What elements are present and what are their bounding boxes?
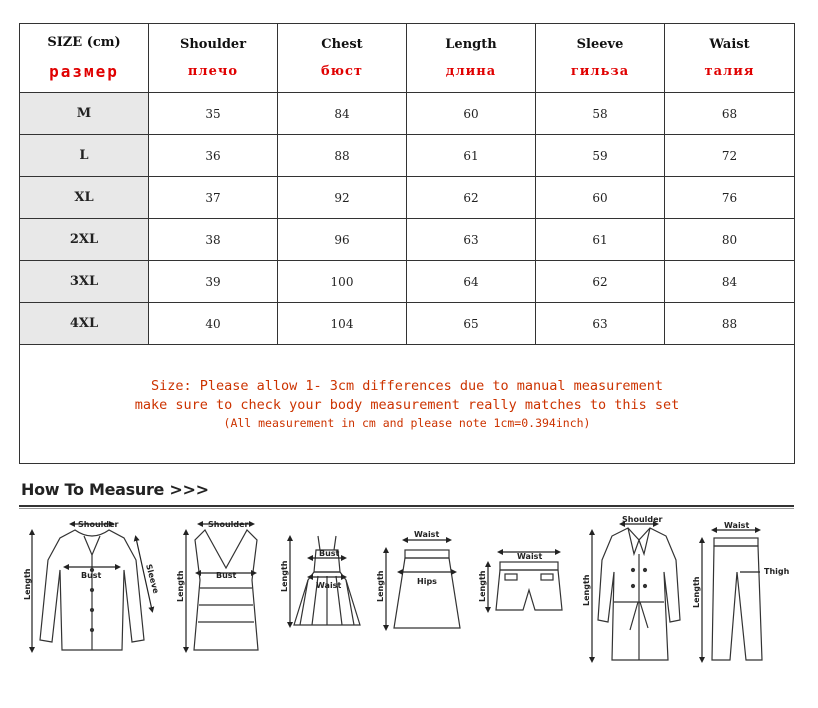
cell-waist: 88 [665,303,795,345]
label-waist: Waist [517,552,543,561]
header-shoulder-ru: плечо [187,64,239,79]
size-label: XL [20,177,149,219]
cell-shoulder: 39 [149,261,278,303]
note-line-1: Size: Please allow 1- 3cm differences due to manual measurement [150,378,664,394]
header-sleeve-ru: гильза [570,64,630,79]
cell-length: 60 [407,93,536,135]
size-label: M [20,93,149,135]
header-waist-ru: талия [704,64,755,79]
cell-waist: 76 [665,177,795,219]
blouse-icon [32,524,152,650]
cell-waist: 80 [665,219,795,261]
header-sleeve [536,24,665,93]
cell-chest: 84 [278,93,407,135]
table-row [20,219,795,261]
cell-length: 61 [407,135,536,177]
label-waist: Waist [414,530,440,539]
header-size [20,24,149,93]
cell-sleeve: 59 [536,135,665,177]
table-row [20,303,795,345]
label-shoulder: Shoulder [622,515,663,524]
cell-sleeve: 60 [536,177,665,219]
cell-waist: 68 [665,93,795,135]
header-length-en: Length [445,37,497,52]
note-line-2: make sure to check your body measurement really matches to this set [134,397,680,413]
cell-sleeve: 63 [536,303,665,345]
label-bust: Bust [319,549,340,558]
label-length: Length [692,576,701,608]
header-waist [665,24,795,93]
measurement-note [20,345,795,464]
cell-waist: 72 [665,135,795,177]
measurement-figures [0,510,818,700]
cell-chest: 104 [278,303,407,345]
how-to-measure-title: How To Measure >>> [21,480,209,499]
vest-top-icon [186,524,258,650]
cell-sleeve: 62 [536,261,665,303]
cell-chest: 100 [278,261,407,303]
label-waist: Waist [316,581,342,590]
cell-length: 65 [407,303,536,345]
label-waist: Waist [724,521,750,530]
header-size-ru: размер [49,62,119,81]
label-length: Length [280,560,289,592]
label-length: Length [376,570,385,602]
table-header-row [20,24,795,93]
label-bust: Bust [81,571,102,580]
size-label: 4XL [20,303,149,345]
header-shoulder-en: Shoulder [179,37,247,52]
cell-sleeve: 61 [536,219,665,261]
table-row [20,93,795,135]
cell-shoulder: 40 [149,303,278,345]
trousers-icon [702,530,762,660]
cell-shoulder: 36 [149,135,278,177]
header-sleeve-en: Sleeve [576,37,624,52]
label-length: Length [582,574,591,606]
size-label: 2XL [20,219,149,261]
label-shoulder: Shoulder [78,520,119,529]
table-row [20,177,795,219]
cell-shoulder: 38 [149,219,278,261]
label-bust: Bust [216,571,237,580]
cell-sleeve: 58 [536,93,665,135]
cell-chest: 88 [278,135,407,177]
cell-chest: 92 [278,177,407,219]
label-sleeve: Sleeve [144,563,161,595]
header-length-ru: длина [445,64,497,79]
cell-waist: 84 [665,261,795,303]
size-chart-table [19,23,795,464]
cell-length: 64 [407,261,536,303]
header-chest-en: Chest [321,37,363,52]
header-chest [278,24,407,93]
size-label: 3XL [20,261,149,303]
header-shoulder [149,24,278,93]
cell-chest: 96 [278,219,407,261]
note-row [20,345,795,464]
table-row [20,261,795,303]
label-shoulder: Shoulder [208,520,249,529]
label-length: Length [478,570,487,602]
label-length: Length [176,570,185,602]
header-length [407,24,536,93]
label-length: Length [23,568,32,600]
label-hips: Hips [417,577,437,586]
label-thigh: Thigh [764,567,790,576]
header-chest-ru: бюст [321,64,363,79]
table-row [20,135,795,177]
cell-length: 63 [407,219,536,261]
header-waist-en: Waist [709,37,750,52]
coat-icon [592,524,680,660]
divider [19,505,794,507]
divider [19,508,794,509]
note-line-3: (All measurement in cm and please note 1cm=0.394inch) [223,416,591,430]
cell-shoulder: 37 [149,177,278,219]
cell-length: 62 [407,177,536,219]
cell-shoulder: 35 [149,93,278,135]
size-label: L [20,135,149,177]
header-size-en: SIZE (cm) [47,35,121,50]
